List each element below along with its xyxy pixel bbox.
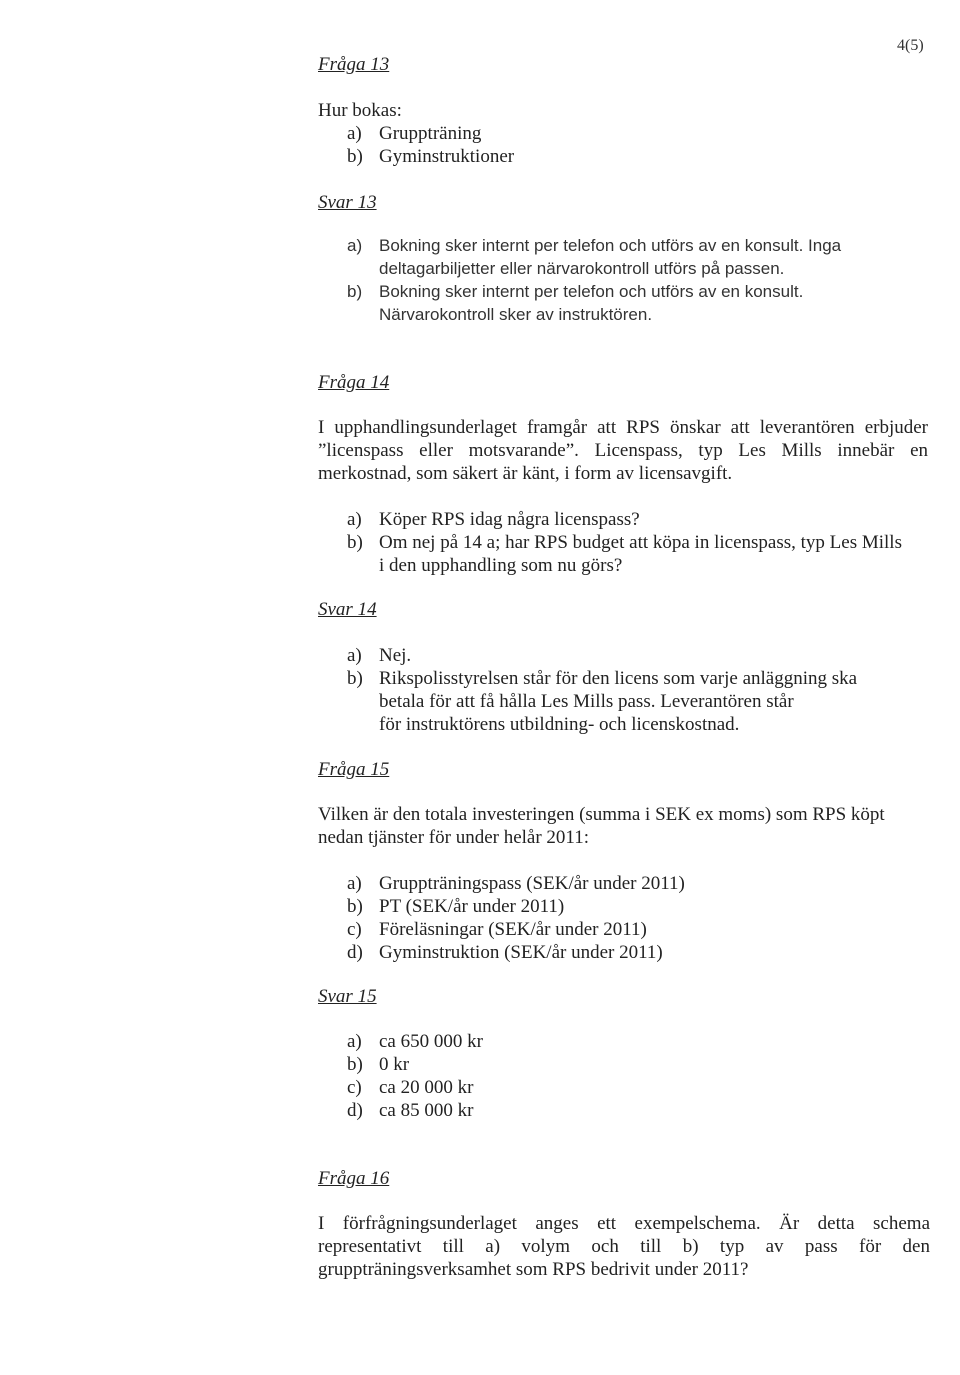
paragraph-line: merkostnad, som säkert är känt, i form av licensavgift. [318,463,733,484]
list-item: i den upphandling som nu görs? [379,555,623,576]
list-label: c) [347,919,362,940]
list-label: b) [347,146,363,167]
answer-text: Bokning sker internt per telefon och utförs av en konsult. [379,282,804,301]
list-label: c) [347,1077,362,1098]
answer-14-heading: Svar 14 [318,599,377,620]
question-16-heading: Fråga 16 [318,1168,390,1189]
list-item: PT (SEK/år under 2011) [379,896,565,917]
answer-13-heading: Svar 13 [318,192,377,213]
list-item: Om nej på 14 a; har RPS budget att köpa in licenspass, typ Les Mills [379,532,902,553]
answer-value: 0 kr [379,1054,410,1075]
question-14-heading: Fråga 14 [318,372,390,393]
answer-text: Nej. [379,645,412,666]
list-item: Gyminstruktioner [379,146,515,167]
answer-text: för instruktörens utbildning- och licenskostnad. [379,714,740,735]
list-label: a) [347,509,362,530]
list-label: b) [347,668,363,689]
list-label: b) [347,1054,363,1075]
answer-text: betala för att få hålla Les Mills pass. Leverantören står [379,691,794,712]
list-label: a) [347,123,362,144]
list-label: d) [347,942,363,963]
answer-value: ca 85 000 kr [379,1100,474,1121]
list-label: a) [347,873,362,894]
list-label: d) [347,1100,363,1121]
list-label: b) [347,282,363,301]
page-number: 4(5) [897,37,924,54]
answer-15-heading: Svar 15 [318,986,377,1007]
question-13-heading: Fråga 13 [318,54,390,75]
list-item: Föreläsningar (SEK/år under 2011) [379,919,647,940]
list-item: Gruppträningspass (SEK/år under 2011) [379,873,685,894]
answer-value: ca 20 000 kr [379,1077,474,1098]
answer-text: Rikspolisstyrelsen står för den licens som varje anläggning ska [379,668,858,689]
paragraph-line: I förfrågningsunderlaget anges ett exempelschema. Är detta schema [318,1213,930,1234]
answer-text: Närvarokontroll sker av instruktören. [379,305,653,324]
question-15-heading: Fråga 15 [318,759,390,780]
list-item: Gruppträning [379,123,482,144]
paragraph-line: Vilken är den totala investeringen (summa i SEK ex moms) som RPS köpt [318,804,885,825]
question-13-intro: Hur bokas: [318,100,402,121]
list-label: a) [347,645,362,666]
answer-value: ca 650 000 kr [379,1031,483,1052]
list-label: b) [347,896,363,917]
paragraph-line: gruppträningsverksamhet som RPS bedrivit under 2011? [318,1259,749,1280]
list-item: Köper RPS idag några licenspass? [379,509,640,530]
list-item: Gyminstruktion (SEK/år under 2011) [379,942,663,963]
paragraph-line: representativt till a) volym och till b) typ av pass för den [318,1236,930,1257]
answer-text: deltagarbiljetter eller närvarokontroll utförs på passen. [379,259,785,278]
list-label: b) [347,532,363,553]
paragraph-line: ”licenspass eller motsvarande”. Licenspass, typ Les Mills innebär en [318,440,928,461]
list-label: a) [347,1031,362,1052]
answer-text: Bokning sker internt per telefon och utförs av en konsult. Inga [379,236,842,255]
paragraph-line: I upphandlingsunderlaget framgår att RPS önskar att leverantören erbjuder [318,417,928,438]
list-label: a) [347,236,363,255]
paragraph-line: nedan tjänster för under helår 2011: [318,827,590,848]
